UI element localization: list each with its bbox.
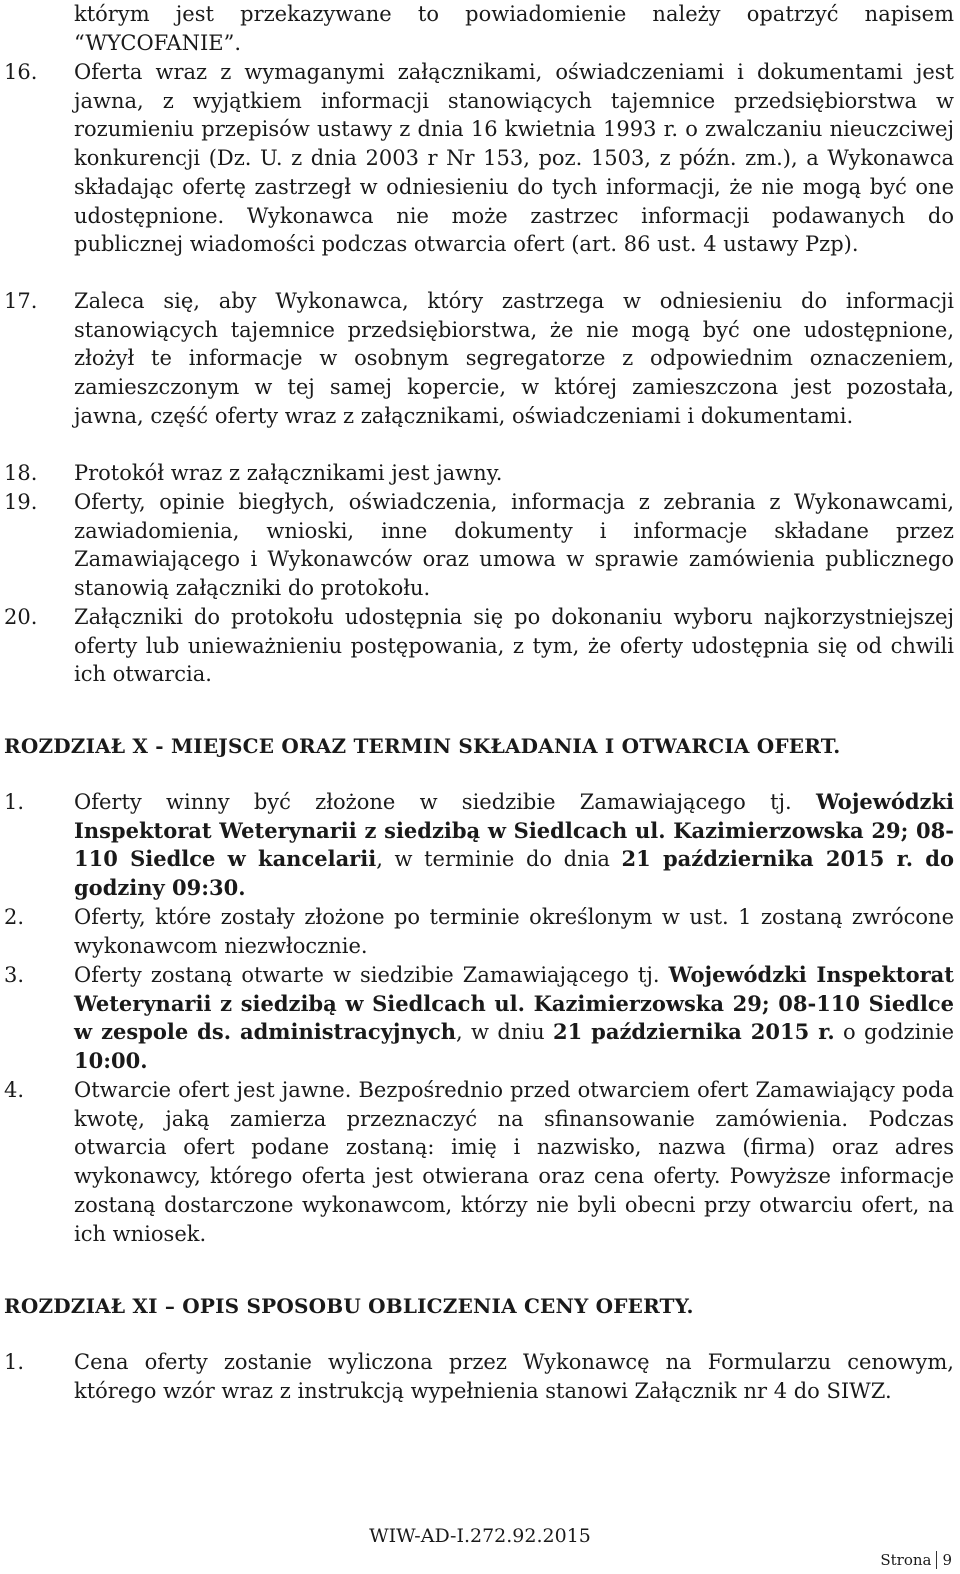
list-item-number: 3. <box>4 963 25 987</box>
list-item-text: Cena oferty zostanie wyliczona przez Wykonawcę na Formularzu cenowym, którego wzór wraz z instrukcją wypełnienia stanowi Załącznik nr 4 do SIWZ. <box>74 1350 954 1403</box>
list-item-number: 16. <box>4 60 38 84</box>
list-item-20 <box>4 603 954 689</box>
list-item-number: 20. <box>4 605 38 629</box>
list-item-text: Zaleca się, aby Wykonawca, który zastrzega w odniesieniu do informacji stanowiących tajemnice przedsiębiorstwa, że nie mogą być one udostępnione, złożył te informacje w osobnym segregatorze z odpowiednim oznaczeniem, zamieszczonym w tej samej kopercie, w której zamieszczona jest pozostała, jawna, część oferty wraz z załącznikami, oświadczeniami i dokumentami. <box>74 289 954 428</box>
list-item-text: Oferty, które zostały złożone po terminie określonym w ust. 1 zostaną zwrócone wykonawcom niezwłocznie. <box>74 905 954 958</box>
continuation-paragraph: którym jest przekazywane to powiadomienie należy opatrzyć napisem “WYCOFANIE”. <box>74 2 954 55</box>
list-item-number: 17. <box>4 289 38 313</box>
list-item-number: 19. <box>4 490 38 514</box>
section-heading-xi: ROZDZIAŁ XI – OPIS SPOSOBU OBLICZENIA CENY OFERTY. <box>4 1294 694 1318</box>
section-heading-x: ROZDZIAŁ X - MIEJSCE ORAZ TERMIN SKŁADANIA I OTWARCIA OFERT. <box>4 734 841 758</box>
list-item-number: 18. <box>4 461 38 485</box>
section11-item-1 <box>4 1348 954 1405</box>
page-number <box>880 1550 952 1570</box>
list-item-text: Załączniki do protokołu udostępnia się po dokonaniu wyboru najkorzystniejszej oferty lub unieważnieniu postępowania, z tym, że oferty udostępnia się od chwili ich otwarcia. <box>74 605 954 687</box>
list-item-text: Oferta wraz z wymaganymi załącznikami, oświadczeniami i dokumentami jest jawna, z wyjątkiem informacji stanowiących tajemnice przedsiębiorstwa w rozumieniu przepisów ustawy z dnia 16 kwietnia 1993 r. o zwalczaniu nieuczciwej konkurencji (Dz. U. z dnia 2003 r Nr 153, poz. 1503, z późn. zm.), a Wykonawca składając ofertę zastrzegł w odniesieniu do tych informacji, że nie mogą być one udostępnione. Wykonawca nie może zastrzec informacji podawanych do publicznej wiadomości podczas otwarcia ofert (art. 86 ust. 4 ustawy Pzp). <box>74 60 954 257</box>
list-item-number: 4. <box>4 1078 25 1102</box>
list-item-number: 2. <box>4 905 25 929</box>
page-number-value: 9 <box>942 1551 952 1569</box>
page-label: Strona <box>880 1551 932 1569</box>
list-item-number: 1. <box>4 790 25 814</box>
list-item-text: Oferty, opinie biegłych, oświadczenia, informacja z zebrania z Wykonawcami, zawiadomienia, wnioski, inne dokumenty i informacje składane przez Zamawiającego i Wykonawców oraz umowa w sprawie zamówienia publicznego stanowią załączniki do protokołu. <box>74 490 954 601</box>
document-reference-code: WIW-AD-I.272.92.2015 <box>369 1525 591 1547</box>
list-item-text: Oferty winny być złożone w siedzibie Zamawiającego tj. Wojewódzki Inspektorat Weterynarii z siedzibą w Siedlcach ul. Kazimierzowska 29; 08-110 Siedlce w kancelarii, w terminie do dnia 21 października 2015 r. do godziny 09:30. <box>74 789 954 901</box>
section10-item-1 <box>4 788 954 903</box>
list-item-text: Protokół wraz z załącznikami jest jawny. <box>74 461 503 485</box>
list-item-19 <box>4 488 954 603</box>
section10-item-4 <box>4 1076 954 1248</box>
section10-item-3 <box>4 961 954 1076</box>
page-separator <box>936 1551 937 1569</box>
list-item-18 <box>4 459 954 488</box>
section10-item-2 <box>4 903 954 960</box>
list-item-number: 1. <box>4 1350 25 1374</box>
list-item-text: Otwarcie ofert jest jawne. Bezpośrednio przed otwarciem ofert Zamawiający poda kwotę, jaką zamierza przeznaczyć na sfinansowanie zamówienia. Podczas otwarcia ofert podane zostaną: imię i nazwisko, nazwa (firma) oraz adres wykonawcy, którego oferta jest otwierana oraz cena oferty. Powyższe informacje zostaną dostarczone wykonawcom, którzy nie byli obecni przy otwarciu ofert, na ich wniosek. <box>74 1078 954 1246</box>
list-item-17 <box>4 287 954 431</box>
list-item-text: Oferty zostaną otwarte w siedzibie Zamawiającego tj. Wojewódzki Inspektorat Weterynarii z siedzibą w Siedlcach ul. Kazimierzowska 29; 08-110 Siedlce w zespole ds. administracyjnych, w dniu 21 października 2015 r. o godzinie 10:00. <box>74 962 954 1074</box>
list-item-16 <box>4 58 954 259</box>
